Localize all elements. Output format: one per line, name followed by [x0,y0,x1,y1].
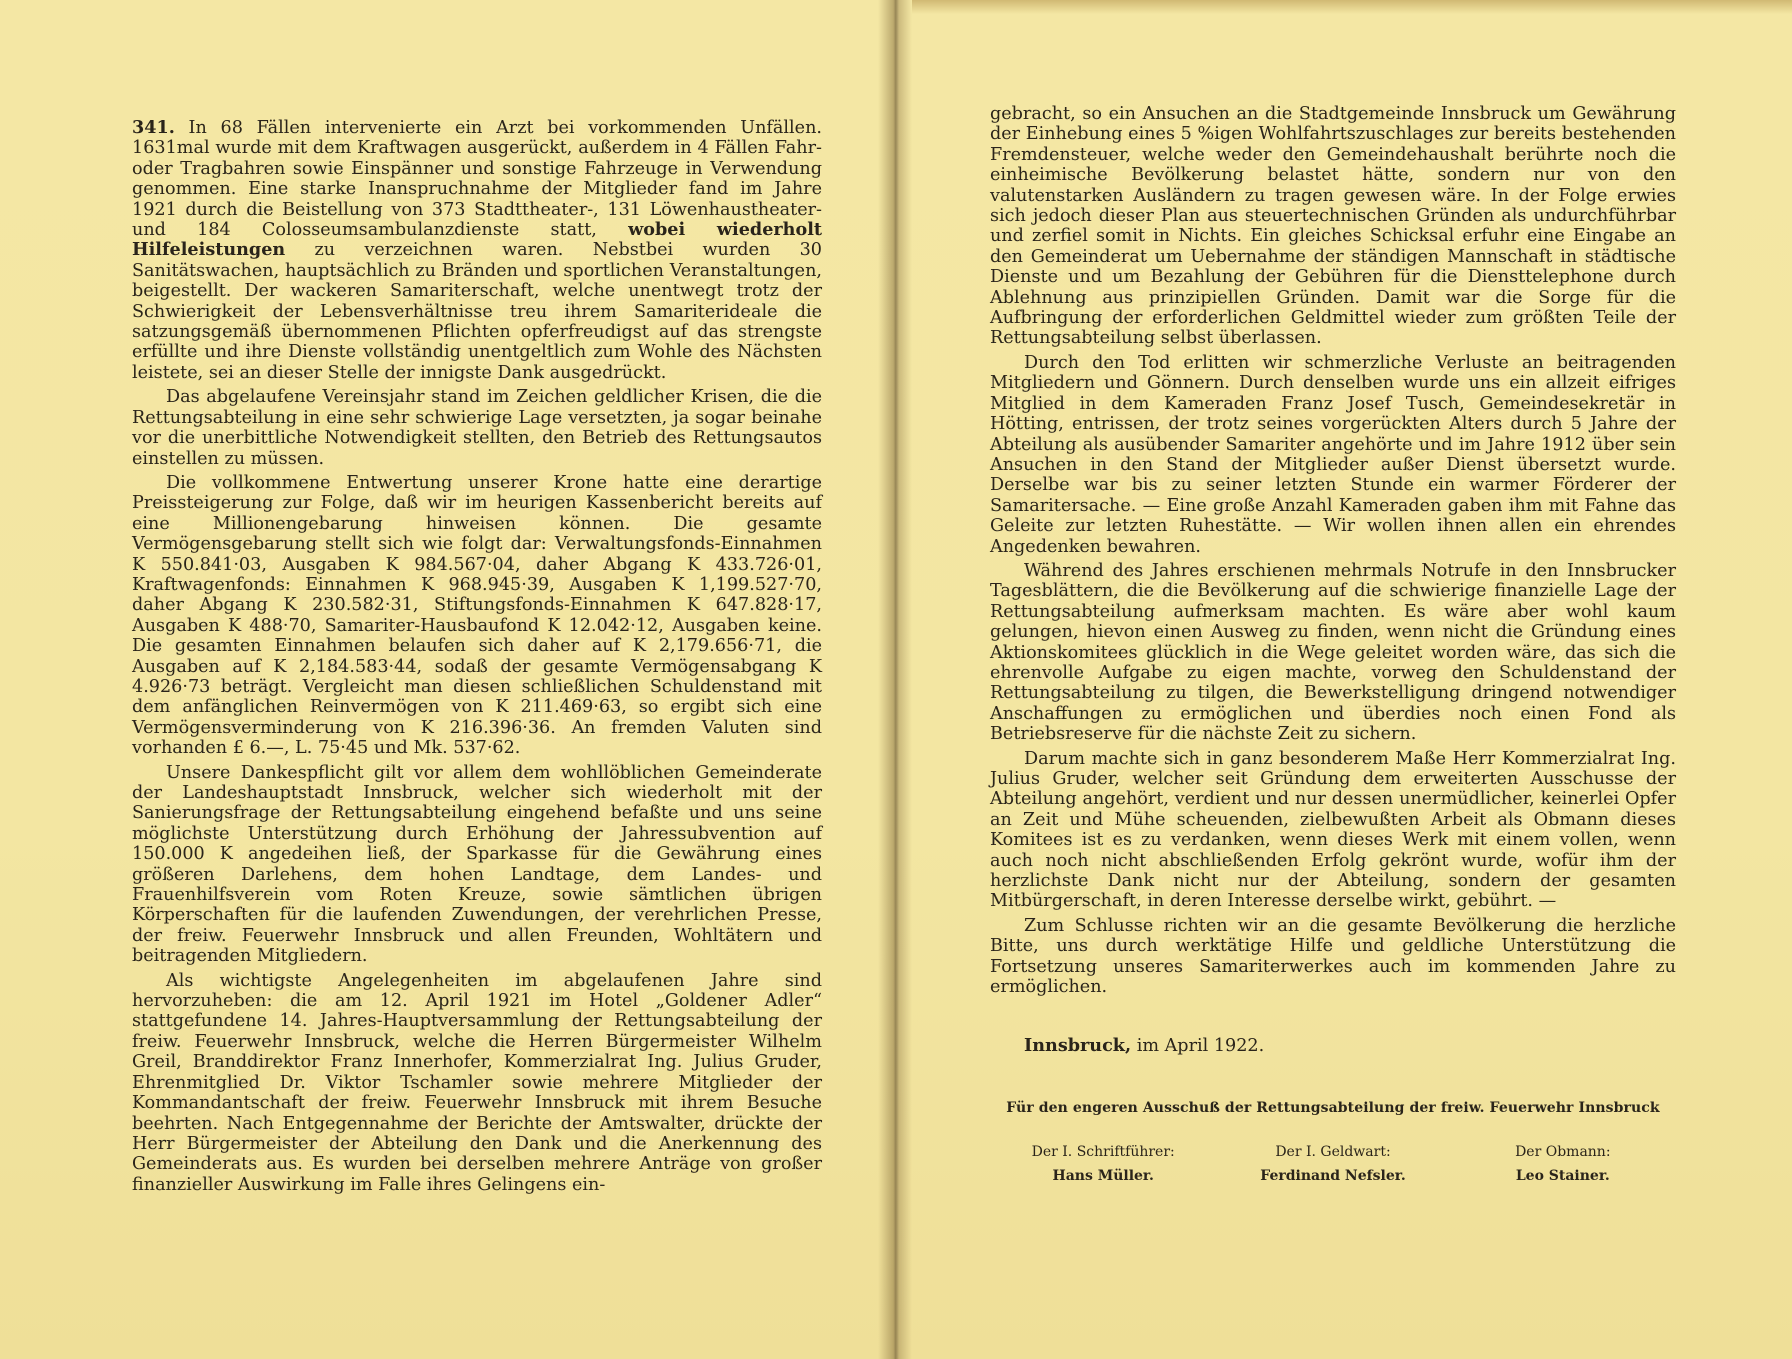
book-gutter [878,0,912,1359]
left-page [0,0,892,1359]
signature-name: Ferdinand Nefsler. [1260,1168,1406,1185]
left-paragraph-1-text: In 68 Fällen intervenierte ein Arzt bei vorkommenden Unfällen. 1631mal wurde mit dem Kraftwagen ausgerückt, außerdem in 4 Fällen Fahr- oder Tragbahren sowie Einspänner und sonstige Fahrzeuge in Verwendung genommen. Eine starke Inanspruchnahme der Mitglieder fand im Jahre 1921 durch die Beistellung von 373 Stadttheater-, 131 Löwenhaustheater- und 184 Colosseumsambulanzdienste statt, [132,118,822,241]
left-paragraph-3: Die vollkommene Entwertung unserer Krone hatte eine derartige Preissteigerung zur Folge, daß wir im heurigen Kassenbericht bereits auf eine Millionengebarung hinweisen können. Die gesamte Vermögensgebarung stellt sich wie folgt dar: Verwaltungsfonds-Einnahmen K 550.841·03, Ausgaben K 984.567·04, daher Abgang K 433.726·01, Kraftwagenfonds: Einnahmen K 968.945·39, Ausgaben K 1,199.527·70, daher Abgang K 230.582·31, Stiftungsfonds-Einnahmen K 647.828·17, Ausgaben K 488·70, Samariter-Hausbaufond K 12.042·12, Ausgaben keine. Die gesamten Einnahmen belaufen sich daher auf K 2,179.656·71, die Ausgaben auf K 2,184.583·44, sodaß der gesamte Vermögensabgang K 4.926·73 beträgt. Vergleicht man diesen schließlichen Schuldenstand mit dem anfänglichen Reinvermögen von K 211.469·63, so ergibt sich eine Vermögensverminderung von K 216.396·36. An fremden Valuten sind vorhanden £ 6.—, L. 75·45 und Mk. 537·62. [132,472,822,759]
left-paragraph-1-tail: zu verzeichnen waren. Nebstbei wurden 30 Sanitätswachen, hauptsächlich zu Bränden und sportlichen Veranstaltungen, beigestellt. Der wackeren Samariterschaft, welche unentwegt trotz der Schwierigkeit der Lebensverhältnisse treu ihrem Samariterideale die satzungsgemäß übernommenen Pflichten opferfreudigst auf das strengste erfüllte und ihre Dienste vollständig unentgeltlich zum Wohle des Nächsten leistete, sei an dieser Stelle der innigste Dank ausgedrückt. [132,240,822,383]
signature-treasurer [1220,1144,1446,1184]
left-paragraph-5: Als wichtigste Angelegenheiten im abgelaufenen Jahre sind hervorzuheben: die am 12. April 1921 im Hotel „Goldener Adler“ stattgefundene 14. Jahres-Hauptversammlung der Rettungsabteilung der freiw. Feuerwehr Innsbruck, welche die Herren Bürgermeister Wilhelm Greil, Branddirektor Franz Innerhofer, Kommerzialrat Ing. Julius Gruder, Ehrenmitglied Dr. Viktor Tschamler sowie mehrere Mitglieder der Kommandantschaft der freiw. Feuerwehr Innsbruck mit ihrem Besuche beehrten. Nach Entgegennahme der Berichte der Amtswalter, drückte der Herr Bürgermeister der Abteilung den Dank und die Anerkennung des Gemeinderats aus. Es wurden bei derselben mehrere Anträge von großer finanzieller Auswirkung im Falle ihres Gelingens ein- [132,970,822,1195]
right-page [892,0,1792,1359]
page-edge-shadow [912,0,1792,14]
signature-chairman [1450,1144,1676,1184]
signature-name: Leo Stainer. [1515,1168,1610,1185]
date-rest: im April 1922. [1131,1036,1265,1057]
right-paragraph-1: gebracht, so ein Ansuchen an die Stadtgemeinde Innsbruck um Gewährung der Einhebung eines 5 %igen Wohlfahrtszuschlages zur bereits bestehenden Fremdensteuer, welche weder den Gemeindehaushalt berührte noch die einheimische Bevölkerung belastet hätte, sondern nur von den valutenstarken Ausländern zu tragen gewesen wäre. In der Folge erwies sich jedoch dieser Plan aus steuertechnischen Gründen als undurchführbar und zerfiel somit in Nichts. Ein gleiches Schicksal erfuhr eine Eingabe an den Gemeinderat um Uebernahme der ständigen Mannschaft in städtische Dienste und um Bezahlung der Gebühren für die Diensttelephone durch Ablehnung aus prinzipiellen Gründen. Damit war die Sorge für die Aufbringung der erforderlichen Geldmittel wieder zum größten Teile der Rettungsabteilung selbst überlassen. [990,104,1676,349]
right-paragraph-3: Während des Jahres erschienen mehrmals Notrufe in den Innsbrucker Tagesblättern, die die Bevölkerung auf die schwierige finanzielle Lage der Rettungsabteilung aufmerksam machten. Es wäre aber wohl kaum gelungen, hievon einen Ausweg zu finden, wenn nicht die Gründung eines Aktionskomitees glücklich in die Wege geleitet worden wäre, das sich die ehrenvolle Aufgabe zu eigen machte, vorweg den Schuldenstand der Rettungsabteilung zu tilgen, die Bewerkstelligung dringend notwendiger Anschaffungen zu ermöglichen und überdies noch einen Fond als Betriebsreserve für die nächste Zeit zu sichern. [990,560,1676,745]
signature-block [990,1144,1676,1184]
right-paragraph-4: Darum machte sich in ganz besonderem Maße Herr Kommerzialrat Ing. Julius Gruder, welcher seit Gründung dem erweiterten Ausschusse der Abteilung angehört, verdient und nur dessen unermüdlicher, keinerlei Opfer an Zeit und Mühe scheuenden, zielbewußten Arbeit als Obmann dieses Komitees ist es zu verdanken, wenn dieses Werk mit einem vollen, wenn auch noch nicht abschließenden Erfolg gekrönt wurde, wofür ihm der herzlichste Dank nicht nur der Abteilung, sondern der gesamten Mitbürgerschaft, in deren Interesse derselbe wirkt, gebührt. — [990,748,1676,912]
signature-secretary [990,1144,1216,1184]
right-paragraph-2: Durch den Tod erlitten wir schmerzliche Verluste an beitragenden Mitgliedern und Gönnern. Durch denselben wurde uns ein allzeit eifriges Mitglied in dem Kameraden Franz Josef Tusch, Gemeindesekretär in Hötting, entrissen, der trotz seines vorgerückten Alters durch 5 Jahre der Abteilung als ausübender Samariter angehörte und im Jahre 1912 über sein Ansuchen in den Stand der Mitglieder außer Dienst übersetzt wurde. Derselbe war bis zu seiner letzten Stunde ein warmer Förderer der Samaritersache. — Eine große Anzahl Kameraden gaben ihm mit Fahne das Geleite zur letzten Ruhestätte. — Wir wollen ihnen allen ein ehrendes Angedenken bewahren. [990,352,1676,557]
bold-phrase: wobei wiederholt Hilfeleistungen [132,219,822,261]
signature-role: Der Obmann: [1515,1144,1611,1161]
page-number: 341. [132,117,175,138]
signature-role: Der I. Geldwart: [1275,1144,1391,1161]
signature-role: Der I. Schriftführer: [1031,1144,1175,1161]
right-paragraph-5: Zum Schlusse richten wir an die gesamte Bevölkerung die herzliche Bitte, uns durch werktätige Hilfe und geldliche Unterstützung die Fortsetzung unseres Samariterwerkes auch im kommenden Jahre zu ermöglichen. [990,915,1676,998]
left-paragraph-1 [132,118,822,383]
committee-line: Für den engeren Ausschuß der Rettungsabteilung der freiw. Feuerwehr Innsbruck [1006,1100,1660,1117]
left-paragraph-4: Unsere Dankespflicht gilt vor allem dem wohllöblichen Gemeinderate der Landeshauptstadt Innsbruck, welcher sich wiederholt mit der Sanierungsfrage der Rettungsabteilung eingehend befaßte und uns seine möglichste Unterstützung durch Erhöhung der Jahressubvention auf 150.000 K angedeihen ließ, der Sparkasse für die Gewährung eines größeren Darlehens, dem hohen Landtage, dem Landes- und Frauenhilfsverein vom Roten Kreuze, sowie sämtlichen übrigen Körperschaften für die laufenden Zuwendungen, der verehrlichen Presse, der freiw. Feuerwehr Innsbruck und allen Freunden, Wohltätern und beitragenden Mitgliedern. [132,762,822,967]
signature-name: Hans Müller. [1052,1168,1154,1185]
date-place: Innsbruck, [1024,1035,1132,1057]
date-line [1024,1035,1676,1056]
left-paragraph-2: Das abgelaufene Vereinsjahr stand im Zeichen geldlicher Krisen, die die Rettungsabteilung in eine sehr schwierige Lage versetzten, ja sogar beinahe vor die unerbittliche Notwendigkeit stellten, den Betrieb des Rettungsautos einstellen zu müssen. [132,387,822,469]
